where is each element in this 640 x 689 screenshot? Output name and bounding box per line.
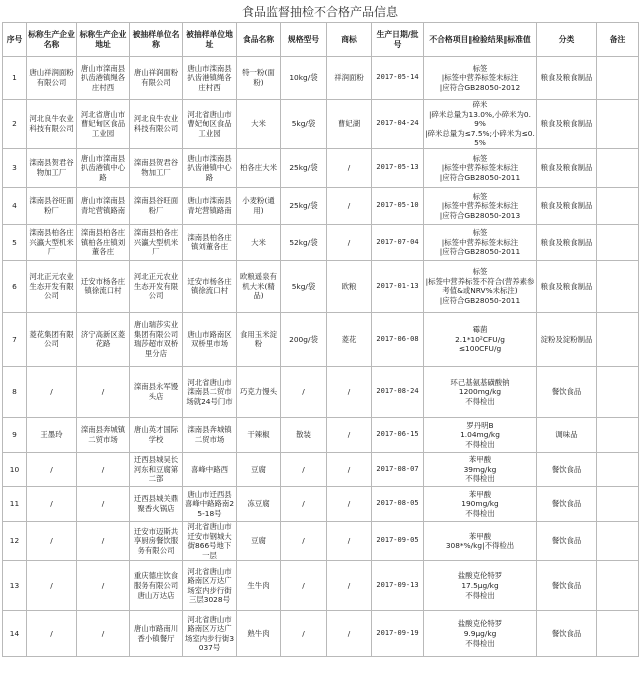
cell-sampled-addr: 唐山市迁西县喜峰中路路南25-18号 (183, 486, 237, 521)
table-row (3, 417, 639, 452)
cell-fail-item: 环己基氨基磺酸钠 1200mg/kg 不得检出 (424, 366, 537, 417)
table-row (3, 187, 639, 224)
cell-food-name: 豆腐 (237, 521, 281, 560)
cell-category: 粮食及粮食制品 (537, 100, 597, 149)
cell-date: 2017-08-07 (372, 452, 424, 486)
table-row (3, 224, 639, 260)
cell-producer-addr: 济宁高新区菱花路 (77, 312, 130, 366)
cell-food-name: 豆腐 (237, 452, 281, 486)
cell-food-name: 生牛肉 (237, 561, 281, 611)
header-spec: 规格型号 (281, 23, 327, 57)
cell-brand: / (327, 224, 372, 260)
cell-date: 2017-05-14 (372, 57, 424, 100)
table-header-row (3, 23, 639, 57)
cell-category: 粮食及粮食制品 (537, 224, 597, 260)
cell-seq: 9 (3, 417, 27, 452)
table-row (3, 611, 639, 657)
cell-category: 餐饮食品 (537, 561, 597, 611)
cell-brand: / (327, 417, 372, 452)
cell-spec: 200g/袋 (281, 312, 327, 366)
cell-producer-addr: 滦南县奔城镇二贸市场 (77, 417, 130, 452)
cell-remark (597, 57, 639, 100)
cell-sampled-addr: 河北省唐山市曹妃甸区食品工业园 (183, 100, 237, 149)
cell-remark (597, 486, 639, 521)
cell-remark (597, 187, 639, 224)
cell-producer-addr: / (77, 486, 130, 521)
cell-producer-addr: 滦南县柏各庄镇柏各庄镇刘董各庄 (77, 224, 130, 260)
cell-sampled-name: 河北良牛农业科技有限公司 (130, 100, 183, 149)
cell-fail-item: 霉菌 2.1*10²CFU/g ≤100CFU/g (424, 312, 537, 366)
cell-sampled-name: 迁安市迈斯共享厨房餐饮服务有限公司 (130, 521, 183, 560)
cell-fail-item: 碎米 |碎米总量为13.0%,小碎米为0.9% |碎米总量为≤7.5%;小碎米为≤0.5% (425, 100, 535, 148)
cell-date: 2017-09-13 (372, 561, 424, 611)
cell-spec: / (281, 521, 327, 560)
cell-fail-item: 苯甲酸 308*%/kg|不得检出 (424, 521, 537, 560)
cell-producer-name: 滦南县谷旺面粉厂 (27, 187, 77, 224)
cell-sampled-name: 唐山市路南川香小镇餐厅 (130, 611, 183, 657)
cell-producer-name: 唐山祥润面粉有限公司 (27, 57, 77, 100)
cell-seq: 10 (3, 452, 27, 486)
cell-sampled-name: 迁西县城关鼎聚香火锅店 (130, 486, 183, 521)
cell-brand: / (327, 452, 372, 486)
cell-sampled-name: 滦南县永军馒头店 (130, 366, 183, 417)
cell-sampled-addr: 河北省唐山市路南区万达广场室内步行街3037号 (183, 611, 237, 657)
cell-category: 淀粉及淀粉制品 (537, 312, 597, 366)
header-remark: 备注 (597, 23, 639, 57)
cell-category: 粮食及粮食制品 (537, 57, 597, 100)
cell-brand: / (327, 486, 372, 521)
cell-sampled-name: 唐山瑞莎实业集团有限公司瑞莎超市双桥里分店 (130, 312, 183, 366)
cell-seq: 14 (3, 611, 27, 657)
cell-fail-item: 标签 |标签中营养标签未标注 |应符合GB28050-2011 (424, 148, 537, 187)
cell-spec: / (281, 452, 327, 486)
header-category: 分类 (537, 23, 597, 57)
cell-food-name: 熟牛肉 (237, 611, 281, 657)
cell-brand: / (327, 611, 372, 657)
cell-category: 餐饮食品 (537, 366, 597, 417)
cell-food-name: 柏各庄大米 (237, 148, 281, 187)
cell-seq: 3 (3, 148, 27, 187)
cell-sampled-addr: 唐山市路南区双桥里市场 (183, 312, 237, 366)
cell-remark (597, 312, 639, 366)
cell-producer-name: 河北正元农业生态开发有限公司 (27, 260, 77, 312)
cell-fail-item: 盐酸克伦特罗 9.9μg/kg 不得检出 (424, 611, 537, 657)
cell-fail-item: 标签 |标签中营养标签不符合(营养素参考值&或NRV%未标注) |应符合GB28050-2011 (424, 260, 537, 312)
cell-seq: 11 (3, 486, 27, 521)
cell-sampled-name: 滦南县贺君谷物加工厂 (130, 148, 183, 187)
cell-spec: 25kg/袋 (281, 148, 327, 187)
cell-sampled-addr: 河北省唐山市迁安市钢城大街866号地下一层 (183, 521, 237, 560)
header-date: 生产日期/批号 (372, 23, 424, 57)
cell-remark (597, 452, 639, 486)
cell-producer-name: 滦南县柏各庄兴瀛大型机米厂 (27, 224, 77, 260)
cell-sampled-name: 迁西县城吴长河东和豆腐第二部 (130, 452, 183, 486)
cell-producer-name: 河北良牛农业科技有限公司 (27, 100, 77, 149)
cell-producer-name: / (27, 452, 77, 486)
cell-spec: / (281, 366, 327, 417)
cell-remark (597, 224, 639, 260)
cell-remark (597, 366, 639, 417)
cell-food-name: 干辣椒 (237, 417, 281, 452)
header-producer-name: 标称生产企业名称 (27, 23, 77, 57)
cell-seq: 7 (3, 312, 27, 366)
cell-producer-addr: 唐山市滦南县扒齿港镇绳各庄村西 (77, 57, 130, 100)
cell-brand: / (327, 187, 372, 224)
cell-fail-item: 苯甲酸 39mg/kg 不得检出 (424, 452, 537, 486)
cell-sampled-addr: 滦南县柏各庄镇刘董各庄 (183, 224, 237, 260)
cell-producer-name: / (27, 561, 77, 611)
cell-sampled-addr: 河北省唐山市滦南县二贸市场就24号门市 (183, 366, 237, 417)
cell-brand: 祥润面粉 (327, 57, 372, 100)
cell-sampled-addr: 滦南县奔城镇二贸市场 (183, 417, 237, 452)
cell-food-name: 特一粉(面粉) (237, 57, 281, 100)
cell-remark (597, 611, 639, 657)
cell-date: 2017-08-05 (372, 486, 424, 521)
cell-producer-name: / (27, 521, 77, 560)
cell-date: 2017-09-05 (372, 521, 424, 560)
table-row (3, 57, 639, 100)
cell-producer-addr: / (77, 611, 130, 657)
cell-seq: 4 (3, 187, 27, 224)
table-row (3, 521, 639, 560)
cell-producer-name: / (27, 611, 77, 657)
header-fail-item: 不合格项目‖检验结果‖标准值 (424, 23, 537, 57)
header-seq: 序号 (3, 23, 27, 57)
table-row (3, 312, 639, 366)
cell-remark (597, 417, 639, 452)
nonconforming-food-table (2, 22, 639, 657)
cell-date: 2017-01-13 (372, 260, 424, 312)
cell-date: 2017-09-19 (372, 611, 424, 657)
cell-brand: / (327, 521, 372, 560)
cell-fail-item: 标签 |标签中营养标签未标注 |应符合GB28050-2012 (424, 57, 537, 100)
cell-category: 粮食及粮食制品 (537, 148, 597, 187)
cell-date: 2017-07-04 (372, 224, 424, 260)
cell-category: 餐饮食品 (537, 452, 597, 486)
cell-remark (597, 260, 639, 312)
cell-producer-addr: 河北省唐山市曹妃甸区食品工业园 (77, 100, 130, 149)
cell-producer-name: / (27, 486, 77, 521)
cell-sampled-addr: 喜峰中路西 (183, 452, 237, 486)
table-row (3, 100, 639, 149)
table-row (3, 148, 639, 187)
table-row (3, 486, 639, 521)
cell-sampled-addr: 唐山市滦南县扒齿港镇绳各庄村西 (183, 57, 237, 100)
cell-date: 2017-08-24 (372, 366, 424, 417)
cell-spec: 10kg/袋 (281, 57, 327, 100)
cell-remark (597, 148, 639, 187)
cell-producer-name: 菱花集团有限公司 (27, 312, 77, 366)
cell-spec: / (281, 486, 327, 521)
cell-remark (597, 521, 639, 560)
cell-fail-item: 苯甲酸 190mg/kg 不得检出 (424, 486, 537, 521)
cell-producer-name: 滦南县贺君谷物加工厂 (27, 148, 77, 187)
cell-spec: 散装 (281, 417, 327, 452)
cell-food-name: 冻豆腐 (237, 486, 281, 521)
cell-seq: 6 (3, 260, 27, 312)
cell-seq: 13 (3, 561, 27, 611)
cell-producer-addr: / (77, 561, 130, 611)
cell-brand: / (327, 366, 372, 417)
cell-producer-name: 王墨玲 (27, 417, 77, 452)
table-row (3, 561, 639, 611)
cell-spec: 25kg/袋 (281, 187, 327, 224)
cell-brand: 欧粮 (327, 260, 372, 312)
cell-spec: / (281, 611, 327, 657)
cell-seq: 5 (3, 224, 27, 260)
cell-brand: / (327, 148, 372, 187)
cell-seq: 2 (3, 100, 27, 149)
cell-category: 调味品 (537, 417, 597, 452)
cell-remark (597, 100, 639, 149)
cell-fail-item: 盐酸克伦特罗 17.5μg/kg 不得检出 (424, 561, 537, 611)
cell-sampled-name: 滦南县谷旺面粉厂 (130, 187, 183, 224)
cell-brand: 曹妃湖 (327, 100, 372, 149)
cell-brand: 菱花 (327, 312, 372, 366)
cell-producer-addr: / (77, 452, 130, 486)
header-sampled-name: 被抽样单位名称 (130, 23, 183, 57)
cell-food-name: 食用玉米淀粉 (237, 312, 281, 366)
cell-sampled-name: 滦南县柏各庄兴瀛大型机米厂 (130, 224, 183, 260)
table-row (3, 452, 639, 486)
cell-producer-addr: 唐山市滦南县扒齿港镇中心路 (77, 148, 130, 187)
cell-producer-name: / (27, 366, 77, 417)
cell-category: 餐饮食品 (537, 611, 597, 657)
cell-producer-addr: / (77, 366, 130, 417)
cell-sampled-name: 重庆德庄饮食服务有限公司唐山万达店 (130, 561, 183, 611)
cell-sampled-addr: 迁安市杨各庄镇徐流口村 (183, 260, 237, 312)
cell-date: 2017-05-13 (372, 148, 424, 187)
cell-producer-addr: 迁安市杨各庄镇徐流口村 (77, 260, 130, 312)
cell-sampled-name: 河北正元农业生态开发有限公司 (130, 260, 183, 312)
header-sampled-addr: 被抽样单位地址 (183, 23, 237, 57)
cell-date: 2017-06-15 (372, 417, 424, 452)
cell-food-name: 巧克力馒头 (237, 366, 281, 417)
cell-category: 粮食及粮食制品 (537, 260, 597, 312)
cell-sampled-name: 唐山英才国际学校 (130, 417, 183, 452)
cell-spec: 5kg/袋 (281, 260, 327, 312)
cell-sampled-addr: 唐山市滦南县青坨营镇路南 (183, 187, 237, 224)
header-brand: 商标 (327, 23, 372, 57)
cell-brand: / (327, 561, 372, 611)
cell-category: 粮食及粮食制品 (537, 187, 597, 224)
header-producer-addr: 标称生产企业地址 (77, 23, 130, 57)
cell-food-name: 大米 (237, 224, 281, 260)
cell-category: 餐饮食品 (537, 521, 597, 560)
cell-date: 2017-05-10 (372, 187, 424, 224)
cell-seq: 1 (3, 57, 27, 100)
cell-spec: / (281, 561, 327, 611)
cell-food-name: 大米 (237, 100, 281, 149)
cell-seq: 8 (3, 366, 27, 417)
cell-sampled-addr: 河北省唐山市路南区万达广场室内步行街三层3028号 (183, 561, 237, 611)
cell-fail-item: 标签 |标签中营养标签未标注 |应符合GB28050-2013 (424, 187, 537, 224)
cell-remark (597, 561, 639, 611)
table-row (3, 260, 639, 312)
cell-category: 餐饮食品 (537, 486, 597, 521)
cell-spec: 52kg/袋 (281, 224, 327, 260)
header-food-name: 食品名称 (237, 23, 281, 57)
table-row (3, 366, 639, 417)
cell-fail-item: 标签 |标签中营养标签未标注 |应符合GB28050-2011 (424, 224, 537, 260)
cell-food-name: 欧粮遥泉有机大米(精品) (237, 260, 281, 312)
cell-date: 2017-06-08 (372, 312, 424, 366)
cell-producer-addr: 唐山市滦南县青坨营镇路南 (77, 187, 130, 224)
cell-fail-item: 罗丹明B 1.04mg/kg 不得检出 (424, 417, 537, 452)
cell-sampled-addr: 唐山市滦南县扒齿港镇中心路 (183, 148, 237, 187)
cell-sampled-name: 唐山祥润面粉有限公司 (130, 57, 183, 100)
cell-spec: 5kg/袋 (281, 100, 327, 149)
cell-food-name: 小麦粉(通用) (237, 187, 281, 224)
cell-date: 2017-04-24 (372, 100, 424, 149)
cell-seq: 12 (3, 521, 27, 560)
cell-producer-addr: / (77, 521, 130, 560)
document-title: 食品监督抽检不合格产品信息 (241, 5, 398, 19)
